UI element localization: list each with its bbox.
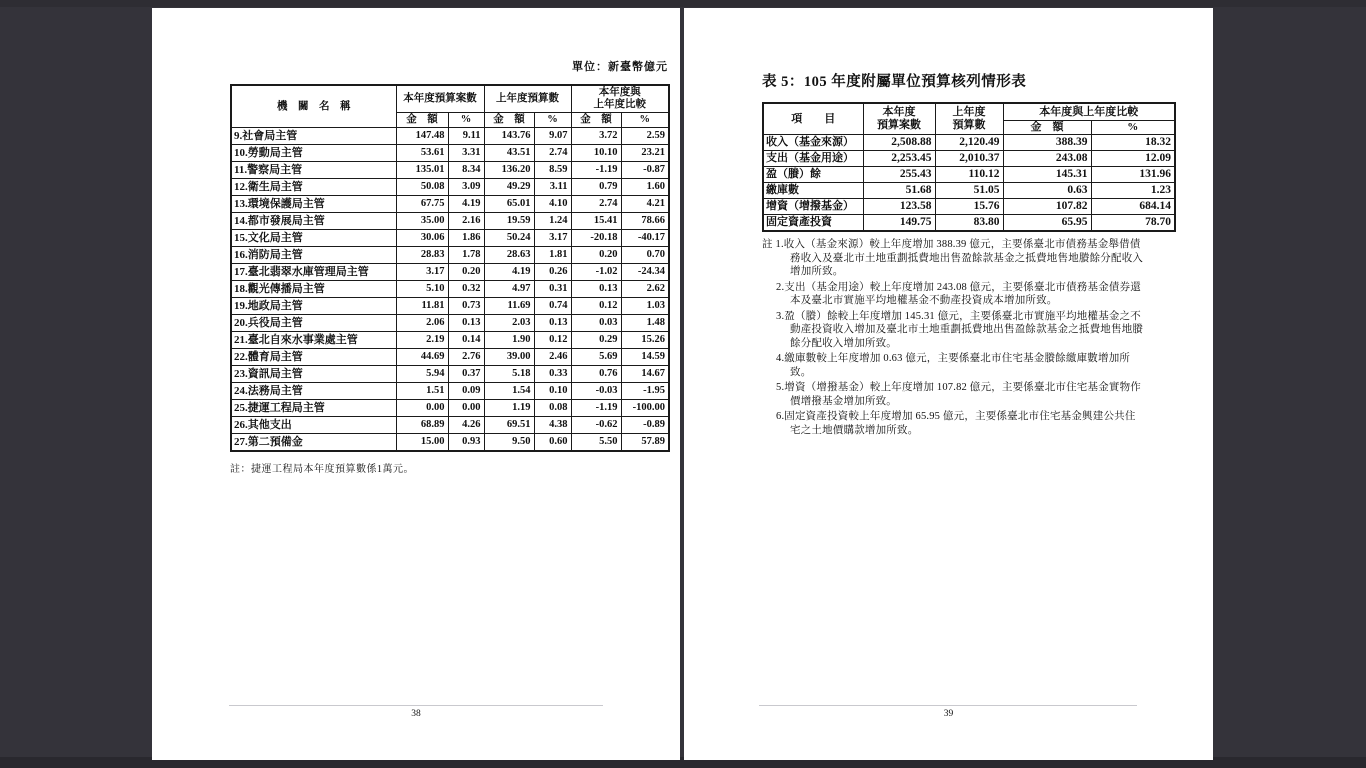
page-number: 38	[411, 709, 421, 719]
current-amount-cell: 11.81	[396, 298, 448, 315]
agency-name-cell: 23.資訊局主管	[231, 366, 396, 383]
current-percent-cell: 4.19	[448, 196, 484, 213]
previous-percent-cell: 3.17	[534, 230, 571, 247]
previous-amount-cell: 1.54	[484, 383, 534, 400]
previous-amount-cell: 51.05	[935, 183, 1003, 199]
agency-name-cell: 25.捷運工程局主管	[231, 400, 396, 417]
diff-amount-cell: -1.02	[571, 264, 621, 281]
col-header-comparison	[571, 85, 669, 113]
previous-amount-cell: 2,120.49	[935, 135, 1003, 151]
current-percent-cell: 0.09	[448, 383, 484, 400]
table-row	[231, 264, 669, 281]
diff-percent-cell: 14.59	[621, 349, 669, 366]
previous-percent-cell: 0.60	[534, 434, 571, 452]
current-percent-cell: 1.86	[448, 230, 484, 247]
current-amount-cell: 51.68	[863, 183, 935, 199]
previous-amount-cell: 5.18	[484, 366, 534, 383]
current-amount-cell: 149.75	[863, 215, 935, 232]
page-number: 39	[943, 709, 954, 719]
previous-amount-cell: 15.76	[935, 199, 1003, 215]
table-row	[231, 417, 669, 434]
current-percent-cell: 2.76	[448, 349, 484, 366]
current-amount-cell: 0.00	[396, 400, 448, 417]
current-amount-cell: 5.94	[396, 366, 448, 383]
current-amount-cell: 123.58	[863, 199, 935, 215]
item-name-cell: 盈（賸）餘	[763, 167, 863, 183]
diff-percent-cell: 684.14	[1091, 199, 1175, 215]
table-footnote: 註：捷運工程局本年度預算數係1萬元。	[230, 464, 414, 475]
diff-percent-cell: 1.03	[621, 298, 669, 315]
current-amount-cell: 53.61	[396, 145, 448, 162]
agency-name-cell: 26.其他支出	[231, 417, 396, 434]
previous-amount-cell: 2,010.37	[935, 151, 1003, 167]
col-header-previous-line2: 預算數	[952, 119, 986, 131]
diff-amount-cell: 5.50	[571, 434, 621, 452]
diff-amount-cell: -20.18	[571, 230, 621, 247]
subheader-amount: 金 額	[1003, 121, 1091, 135]
agency-name-cell: 24.法務局主管	[231, 383, 396, 400]
footer-rule	[229, 705, 603, 706]
diff-amount-cell: 0.03	[571, 315, 621, 332]
agency-name-cell: 9.社會局主管	[231, 128, 396, 145]
table-row	[231, 179, 669, 196]
diff-amount-cell: 0.29	[571, 332, 621, 349]
previous-amount-cell: 1.90	[484, 332, 534, 349]
table-row	[231, 230, 669, 247]
diff-amount-cell: 0.20	[571, 247, 621, 264]
document-page-39	[684, 8, 1213, 760]
agency-name-cell: 11.警察局主管	[231, 162, 396, 179]
diff-amount-cell: 5.69	[571, 349, 621, 366]
agency-name-cell: 14.都市發展局主管	[231, 213, 396, 230]
subheader-percent: %	[621, 113, 669, 128]
previous-percent-cell: 2.74	[534, 145, 571, 162]
table-row	[231, 196, 669, 213]
current-amount-cell: 3.17	[396, 264, 448, 281]
viewer-top-edge	[0, 0, 1366, 7]
col-header-comparison-line1: 本年度與	[598, 87, 641, 98]
diff-percent-cell: 1.60	[621, 179, 669, 196]
agency-name-cell: 12.衛生局主管	[231, 179, 396, 196]
table-row	[231, 434, 669, 452]
current-amount-cell: 2,253.45	[863, 151, 935, 167]
col-header-current-line2: 預算案數	[877, 119, 921, 131]
previous-amount-cell: 69.51	[484, 417, 534, 434]
current-percent-cell: 0.73	[448, 298, 484, 315]
diff-percent-cell: 23.21	[621, 145, 669, 162]
subheader-amount: 金 額	[571, 113, 621, 128]
diff-amount-cell: 0.63	[1003, 183, 1091, 199]
col-header-previous-year	[935, 103, 1003, 135]
diff-percent-cell: 131.96	[1091, 167, 1175, 183]
diff-amount-cell: 65.95	[1003, 215, 1091, 232]
note-item: 3.盈（賸）餘較上年度增加 145.31 億元，主要係臺北市實施平均地權基金之不動產投資收入增加及臺北市土地重劃抵費地出售盈餘款基金之抵費地售地賸餘分配收入增加所致。	[776, 310, 1144, 349]
diff-percent-cell: 57.89	[621, 434, 669, 452]
subheader-percent: %	[534, 113, 571, 128]
previous-amount-cell: 4.19	[484, 264, 534, 281]
diff-amount-cell: -1.19	[571, 400, 621, 417]
diff-percent-cell: 1.23	[1091, 183, 1175, 199]
table-row	[231, 315, 669, 332]
item-name-cell: 收入（基金來源）	[763, 135, 863, 151]
diff-amount-cell: -0.03	[571, 383, 621, 400]
item-name-cell: 支出（基金用途）	[763, 151, 863, 167]
previous-amount-cell: 83.80	[935, 215, 1003, 232]
previous-amount-cell: 1.19	[484, 400, 534, 417]
item-name-cell: 繳庫數	[763, 183, 863, 199]
col-header-item: 項 目	[763, 103, 863, 135]
current-amount-cell: 50.08	[396, 179, 448, 196]
previous-amount-cell: 50.24	[484, 230, 534, 247]
current-percent-cell: 4.26	[448, 417, 484, 434]
previous-percent-cell: 4.38	[534, 417, 571, 434]
table-row	[231, 298, 669, 315]
previous-percent-cell: 9.07	[534, 128, 571, 145]
agency-name-cell: 21.臺北自來水事業處主管	[231, 332, 396, 349]
current-amount-cell: 67.75	[396, 196, 448, 213]
previous-percent-cell: 0.13	[534, 315, 571, 332]
current-percent-cell: 3.31	[448, 145, 484, 162]
current-percent-cell: 0.00	[448, 400, 484, 417]
diff-amount-cell: 0.12	[571, 298, 621, 315]
agency-name-cell: 19.地政局主管	[231, 298, 396, 315]
diff-amount-cell: 2.74	[571, 196, 621, 213]
table-row	[231, 162, 669, 179]
subheader-amount: 金 額	[484, 113, 534, 128]
diff-percent-cell: 78.66	[621, 213, 669, 230]
note-item: 4.繳庫數較上年度增加 0.63 億元，主要係臺北市住宅基金賸餘繳庫數增加所致。	[776, 353, 1131, 378]
previous-percent-cell: 2.46	[534, 349, 571, 366]
table-row	[231, 281, 669, 298]
table-row	[763, 183, 1175, 199]
diff-percent-cell: -0.87	[621, 162, 669, 179]
note-item: 註 1.收入（基金來源）較上年度增加 388.39 億元，主要係臺北市債務基金舉借債務收入及臺北市土地重劃抵費地出售盈餘款基金之抵費地售地賸餘分配收入增加所致。	[762, 239, 1144, 277]
current-amount-cell: 15.00	[396, 434, 448, 452]
previous-percent-cell: 8.59	[534, 162, 571, 179]
diff-amount-cell: 10.10	[571, 145, 621, 162]
table-row	[231, 366, 669, 383]
col-header-previous-line1: 上年度	[952, 106, 986, 118]
current-amount-cell: 147.48	[396, 128, 448, 145]
diff-percent-cell: 78.70	[1091, 215, 1175, 232]
diff-percent-cell: 18.32	[1091, 135, 1175, 151]
current-amount-cell: 68.89	[396, 417, 448, 434]
agency-name-cell: 18.觀光傳播局主管	[231, 281, 396, 298]
note-item: 6.固定資產投資較上年度增加 65.95 億元，主要係臺北市住宅基金興建公共住宅之土地價購款增加所致。	[776, 411, 1136, 436]
table-row	[763, 135, 1175, 151]
col-header-current-year	[863, 103, 935, 135]
diff-percent-cell: 15.26	[621, 332, 669, 349]
diff-percent-cell: 14.67	[621, 366, 669, 383]
col-header-comparison-line2: 上年度比較	[593, 99, 646, 110]
previous-percent-cell: 0.33	[534, 366, 571, 383]
previous-percent-cell: 0.08	[534, 400, 571, 417]
diff-amount-cell: 243.08	[1003, 151, 1091, 167]
current-percent-cell: 0.32	[448, 281, 484, 298]
previous-percent-cell: 1.24	[534, 213, 571, 230]
col-header-agency-name: 機 關 名 稱	[231, 85, 396, 128]
current-percent-cell: 9.11	[448, 128, 484, 145]
table-row	[231, 247, 669, 264]
diff-amount-cell: 107.82	[1003, 199, 1091, 215]
previous-percent-cell: 4.10	[534, 196, 571, 213]
col-header-current-year: 本年度預算案數	[396, 85, 484, 113]
agency-name-cell: 17.臺北翡翠水庫管理局主管	[231, 264, 396, 281]
current-amount-cell: 255.43	[863, 167, 935, 183]
previous-amount-cell: 65.01	[484, 196, 534, 213]
col-header-comparison: 本年度與上年度比較	[1003, 103, 1175, 121]
diff-percent-cell: 4.21	[621, 196, 669, 213]
agency-name-cell: 16.消防局主管	[231, 247, 396, 264]
subheader-percent: %	[1091, 121, 1175, 135]
previous-percent-cell: 1.81	[534, 247, 571, 264]
previous-amount-cell: 136.20	[484, 162, 534, 179]
current-percent-cell: 0.93	[448, 434, 484, 452]
diff-amount-cell: -1.19	[571, 162, 621, 179]
note-item: 5.增資（增撥基金）較上年度增加 107.82 億元，主要係臺北市住宅基金實物作價增撥基金增加所致。	[776, 382, 1141, 407]
current-amount-cell: 1.51	[396, 383, 448, 400]
agency-name-cell: 22.體育局主管	[231, 349, 396, 366]
previous-percent-cell: 0.31	[534, 281, 571, 298]
previous-amount-cell: 49.29	[484, 179, 534, 196]
diff-percent-cell: -1.95	[621, 383, 669, 400]
table-row	[231, 383, 669, 400]
table-row	[231, 213, 669, 230]
item-name-cell: 增資（增撥基金）	[763, 199, 863, 215]
current-percent-cell: 0.14	[448, 332, 484, 349]
previous-percent-cell: 0.26	[534, 264, 571, 281]
current-amount-cell: 30.06	[396, 230, 448, 247]
footer-rule	[759, 705, 1137, 706]
previous-amount-cell: 9.50	[484, 434, 534, 452]
diff-percent-cell: -24.34	[621, 264, 669, 281]
previous-amount-cell: 143.76	[484, 128, 534, 145]
table-row	[763, 215, 1175, 232]
diff-percent-cell: -40.17	[621, 230, 669, 247]
current-amount-cell: 28.83	[396, 247, 448, 264]
item-name-cell: 固定資產投資	[763, 215, 863, 232]
previous-amount-cell: 4.97	[484, 281, 534, 298]
diff-percent-cell: 0.70	[621, 247, 669, 264]
current-amount-cell: 35.00	[396, 213, 448, 230]
current-percent-cell: 3.09	[448, 179, 484, 196]
col-header-previous-year: 上年度預算數	[484, 85, 571, 113]
table-row	[231, 332, 669, 349]
agency-name-cell: 15.文化局主管	[231, 230, 396, 247]
previous-amount-cell: 11.69	[484, 298, 534, 315]
agency-name-cell: 27.第二預備金	[231, 434, 396, 452]
current-percent-cell: 2.16	[448, 213, 484, 230]
note-item: 2.支出（基金用途）較上年度增加 243.08 億元，主要係臺北市債務基金債券還本及臺北市實施平均地權基金不動產投資成本增加所致。	[776, 281, 1141, 306]
previous-amount-cell: 19.59	[484, 213, 534, 230]
previous-percent-cell: 0.12	[534, 332, 571, 349]
diff-percent-cell: 2.59	[621, 128, 669, 145]
current-amount-cell: 44.69	[396, 349, 448, 366]
agency-name-cell: 10.勞動局主管	[231, 145, 396, 162]
diff-amount-cell: 0.79	[571, 179, 621, 196]
current-percent-cell: 0.13	[448, 315, 484, 332]
agency-name-cell: 13.環境保護局主管	[231, 196, 396, 213]
current-amount-cell: 2,508.88	[863, 135, 935, 151]
agency-budget-table	[230, 84, 670, 452]
diff-percent-cell: -0.89	[621, 417, 669, 434]
table-row	[231, 145, 669, 162]
diff-percent-cell: -100.00	[621, 400, 669, 417]
notes-section	[762, 238, 1146, 439]
agency-name-cell: 20.兵役局主管	[231, 315, 396, 332]
previous-amount-cell: 39.00	[484, 349, 534, 366]
diff-amount-cell: 3.72	[571, 128, 621, 145]
table-row	[231, 128, 669, 145]
previous-amount-cell: 2.03	[484, 315, 534, 332]
attached-unit-budget-table	[762, 102, 1176, 232]
current-amount-cell: 5.10	[396, 281, 448, 298]
unit-label: 單位：新臺幣億元	[572, 61, 668, 73]
diff-percent-cell: 1.48	[621, 315, 669, 332]
current-amount-cell: 135.01	[396, 162, 448, 179]
subheader-percent: %	[448, 113, 484, 128]
subheader-amount: 金 額	[396, 113, 448, 128]
previous-amount-cell: 43.51	[484, 145, 534, 162]
current-percent-cell: 8.34	[448, 162, 484, 179]
diff-amount-cell: 0.76	[571, 366, 621, 383]
diff-percent-cell: 12.09	[1091, 151, 1175, 167]
previous-amount-cell: 28.63	[484, 247, 534, 264]
previous-percent-cell: 0.74	[534, 298, 571, 315]
table-title: 表 5：105 年度附屬單位預算核列情形表	[762, 74, 1027, 90]
diff-amount-cell: 15.41	[571, 213, 621, 230]
current-percent-cell: 1.78	[448, 247, 484, 264]
diff-percent-cell: 2.62	[621, 281, 669, 298]
table-row	[763, 151, 1175, 167]
current-amount-cell: 2.06	[396, 315, 448, 332]
current-amount-cell: 2.19	[396, 332, 448, 349]
previous-amount-cell: 110.12	[935, 167, 1003, 183]
current-percent-cell: 0.20	[448, 264, 484, 281]
col-header-current-line1: 本年度	[882, 106, 916, 118]
previous-percent-cell: 3.11	[534, 179, 571, 196]
table-row	[231, 400, 669, 417]
document-page-38	[152, 8, 680, 760]
diff-amount-cell: -0.62	[571, 417, 621, 434]
table-row	[763, 167, 1175, 183]
diff-amount-cell: 145.31	[1003, 167, 1091, 183]
table-row	[231, 349, 669, 366]
table-row	[763, 199, 1175, 215]
diff-amount-cell: 388.39	[1003, 135, 1091, 151]
diff-amount-cell: 0.13	[571, 281, 621, 298]
previous-percent-cell: 0.10	[534, 383, 571, 400]
current-percent-cell: 0.37	[448, 366, 484, 383]
